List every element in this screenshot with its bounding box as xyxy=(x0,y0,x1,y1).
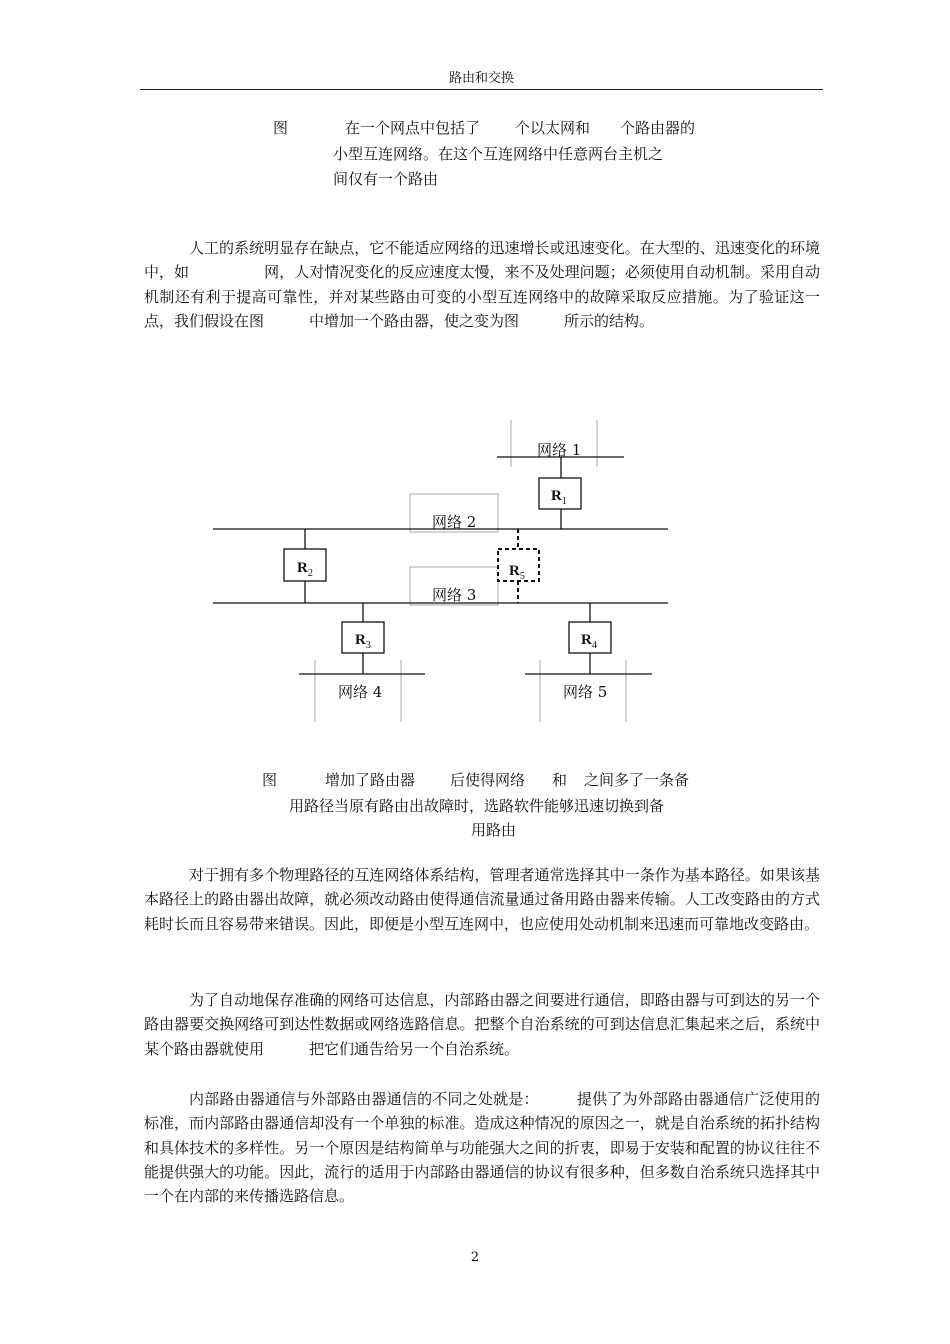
router-r1-label: $R_1$ xyxy=(551,488,567,507)
router-r5-label: $R_5$ xyxy=(509,563,525,582)
page-number: 2 xyxy=(470,1250,480,1265)
network2-label: 网络 2 xyxy=(432,513,477,531)
figure1-label: 图 xyxy=(273,119,289,137)
figure2-label: 图 xyxy=(262,771,278,789)
paragraph-1: 人工的系统明显存在缺点，它不能适应网络的迅速增长或迅速变化。在大型的、迅速变化的环境中，如 网，人对情况变化的反应速度太慢，来不及处理问题；必须使用自动机制。采用自动机制还有利于提高可靠性，并对某些路由可变的小型互连网络中的故障采取反应措施。为了验证这一点，我们假设在图 中增加一个路由器，使之变为图 所示的结构。 xyxy=(144,239,820,330)
paragraph-4: 内部路由器通信与外部路由器通信的不同之处就是： 提供了为外部路由器通信广泛使用的标准，而内部路由器通信却没有一个单独的标准。造成这种情况的原因之一，就是自治系统的拓扑结构和具体技术的多样性。另一个原因是结构简单与功能强大之间的折衷，即易于安装和配置的协议往往不能提供强大的功能。因此，流行的适用于内部路由器通信的协议有很多种，但多数自治系统只选择其中一个在内部的来传播选路信息。 xyxy=(144,1090,820,1206)
network3-label: 网络 3 xyxy=(432,586,477,604)
paragraph-3: 为了自动地保存准确的网络可达信息，内部路由器之间要进行通信，即路由器与可到达的另一个路由器要交换网络可到达性数据或网络选路信息。把整个自治系统的可到达信息汇集起来之后，系统中某个路由器就使用 把它们通告给另一个自治系统。 xyxy=(144,991,820,1058)
figure1-caption-line1b: 个以太网和 xyxy=(515,119,591,137)
figure2-caption-seg4: 之间多了一条备 xyxy=(584,771,690,789)
figure2-caption-seg1: 增加了路由器 xyxy=(325,771,416,789)
network5-label: 网络 5 xyxy=(563,683,608,701)
network4-label: 网络 4 xyxy=(338,683,383,701)
figure2-caption-seg2: 后使得网络 xyxy=(450,771,526,789)
figure1-caption-line2: 小型互连网络。在这个互连网络中任意两台主机之 xyxy=(333,145,664,163)
figure2-caption-line2: 用路径当原有路由出故障时，选路软件能够迅速切换到备 xyxy=(289,797,665,815)
figure1-caption-line3: 间仅有一个路由 xyxy=(333,170,439,188)
paragraph-2: 对于拥有多个物理路径的互连网络体系结构，管理者通常选择其中一条作为基本路径。如果该基本路径上的路由器出故障，就必须改动路由使得通信流量通过备用路由器来传输。人工改变路由的方式耗时长而且容易带来错误。因此，即便是小型互连网中，也应使用处动机制来迅速而可靠地改变路由。 xyxy=(144,866,820,933)
router-r4-label: $R_4$ xyxy=(581,632,597,651)
router-r2-label: $R_2$ xyxy=(297,560,313,579)
network1-label: 网络 1 xyxy=(537,441,582,459)
figure1-caption-line1c: 个路由器的 xyxy=(620,119,696,137)
figure1-caption-line1: 在一个网点中包括了 xyxy=(345,119,481,137)
page-header: 路由和交换 xyxy=(448,71,514,86)
figure2-caption-line3: 用路由 xyxy=(471,821,517,839)
router-r3-label: $R_3$ xyxy=(355,632,371,651)
figure2-caption-seg3: 和 xyxy=(552,771,568,789)
